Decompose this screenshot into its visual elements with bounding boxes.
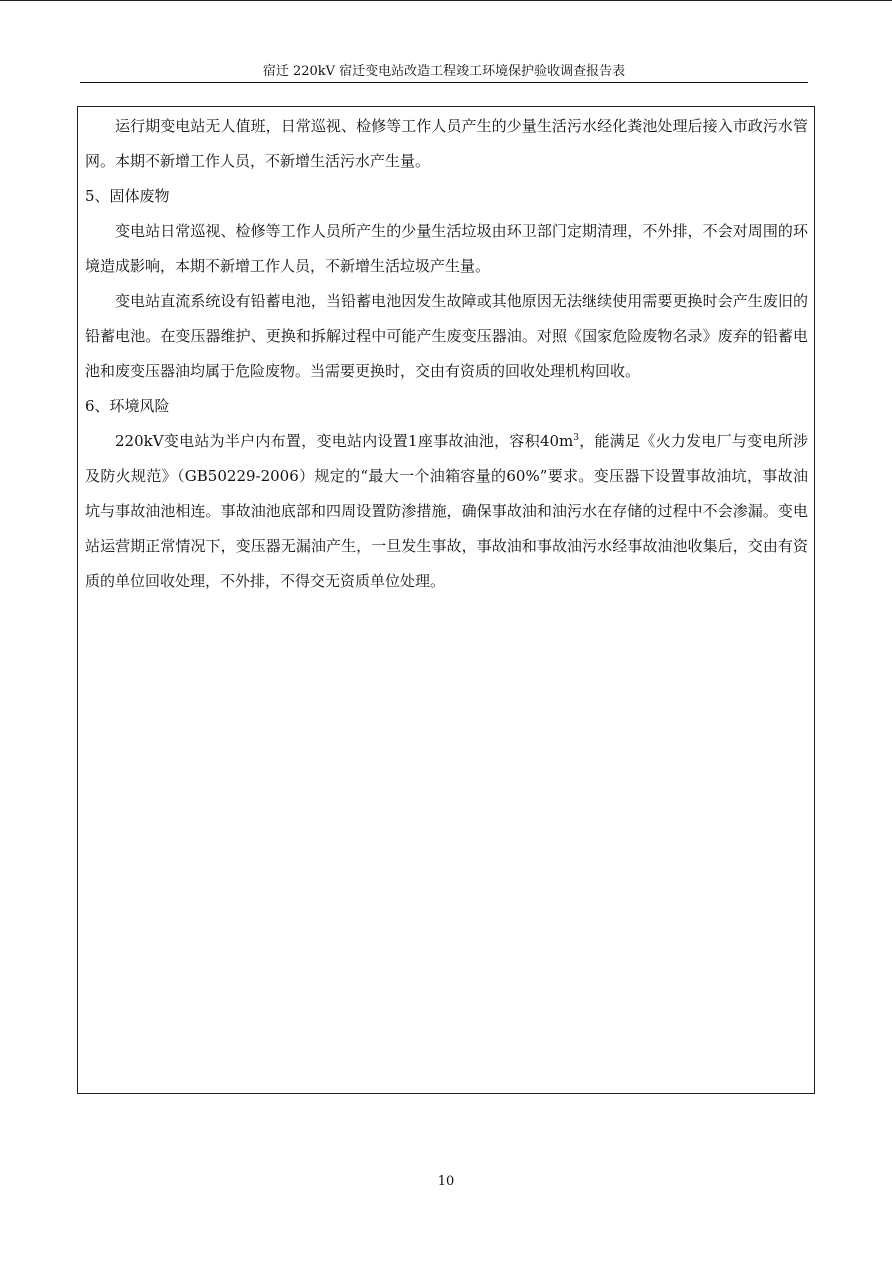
- risk-text-part2: ，能满足《火力发电厂与变电所涉及防火规范》（GB50229-2006）规定的“最大一个油箱容量的60%”要求。变压器下设置事故油坑，事故油坑与事故油池相连。事故油池底部和四周设置防渗措施，确保事故油和油污水在存储的过程中不会渗漏。变电站运营期正常情况下，变压器无漏油产生，一旦发生事故，事故油和事故油污水经事故油池收集后，交由有资质的单位回收处理，不外排，不得交无资质单位处理。: [85, 432, 808, 590]
- document-header-title: 宿迁 220kV 宿迁变电站改造工程竣工环境保护验收调查报告表: [262, 64, 626, 79]
- content-body: [85, 109, 808, 599]
- section-heading-environmental-risk: 6、环境风险: [85, 397, 170, 415]
- superscript-cubic: 3: [573, 433, 580, 443]
- header-rule: [80, 82, 808, 83]
- risk-text-part1: 220kV变电站为半户内布置，变电站内设置1座事故油池，容积40m: [115, 432, 574, 450]
- paragraph-solid-waste-hazardous: 变电站直流系统设有铅蓄电池，当铅蓄电池因发生故障或其他原因无法继续使用需要更换时会产生废旧的铅蓄电池。在变压器维护、更换和拆解过程中可能产生废变压器油。对照《国家危险废物名录》废弃的铅蓄电池和废变压器油均属于危险废物。当需要更换时，交由有资质的回收处理机构回收。: [85, 292, 808, 380]
- paragraph-wastewater: 运行期变电站无人值班，日常巡视、检修等工作人员产生的少量生活污水经化粪池处理后接入市政污水管网。本期不新增工作人员，不新增生活污水产生量。: [85, 117, 808, 170]
- page-top-border: [0, 0, 892, 1]
- section-heading-solid-waste: 5、固体废物: [85, 187, 170, 205]
- page-number: 10: [437, 1174, 455, 1189]
- paragraph-environmental-risk: [85, 424, 808, 599]
- paragraph-solid-waste-domestic: 变电站日常巡视、检修等工作人员所产生的少量生活垃圾由环卫部门定期清理，不外排，不会对周围的环境造成影响，本期不新增工作人员，不新增生活垃圾产生量。: [85, 222, 808, 275]
